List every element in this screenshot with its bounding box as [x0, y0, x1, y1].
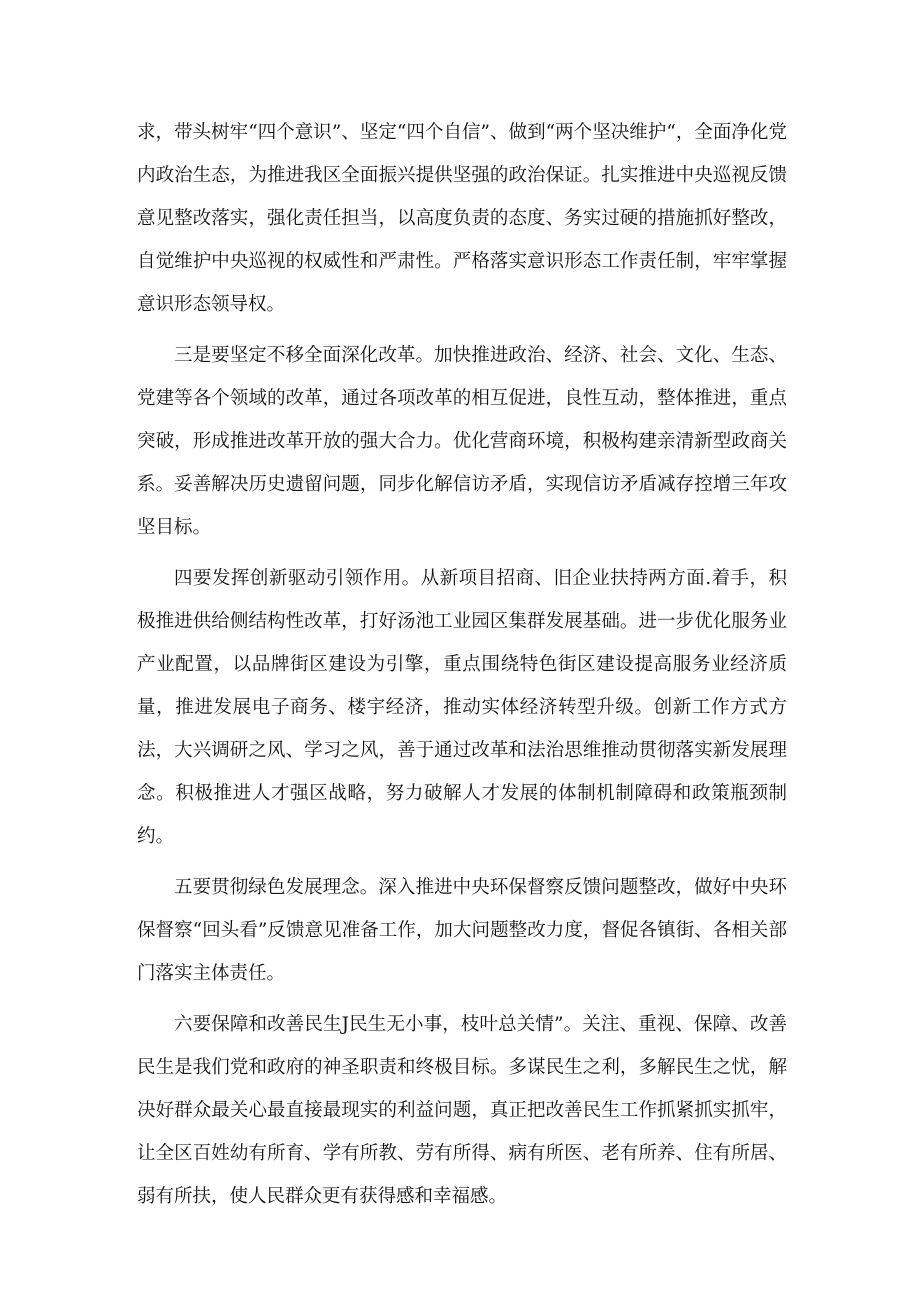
paragraph-reform: 三是要坚定不移全面深化改革。加快推进政治、经济、社会、文化、生态、党建等各个领域的改革，通过各项改革的相互促进，良性互动，整体推进，重点突破，形成推进改革开放的强大合力。优化营商环境，积极构建亲清新型政商关系。妥善解决历史遗留问题，同步化解信访矛盾，实现信访矛盾减存控增三年攻坚目标。 — [137, 345, 787, 538]
paragraph-livelihood: 六要保障和改善民生J民生无小事，枝叶总关情”。关注、重视、保障、改善民生是我们党和政府的神圣职责和终极目标。多谋民生之利，多解民生之忧，解决好群众最关心最直接最现实的利益问题，真正把改善民生工作抓紧抓实抓牢，让全区百姓幼有所育、学有所教、劳有所得、病有所医、老有所养、住有所居、弱有所扶，使人民群众更有获得感和幸福感。 — [137, 1014, 787, 1207]
document-body — [137, 111, 787, 1226]
paragraph-continuation: 求，带头树牢“四个意识”、坚定“四个自信”、做到“两个坚决维护“，全面净化党内政治生态，为推进我区全面振兴提供坚强的政治保证。扎实推进中央巡视反馈意见整改落实，强化责任担当，以高度负责的态度、务实过硬的措施抓好整改，自觉维护中央巡视的权威性和严肃性。严格落实意识形态工作责任制，牢牢掌握意识形态领导权。 — [137, 122, 787, 315]
paragraph-innovation: 四要发挥创新驱动引领作用。从新项目招商、旧企业扶持两方面.着手，积极推进供给侧结构性改革，打好汤池工业园区集群发展基础。进一步优化服务业产业配置，以品牌街区建设为引擎，重点围绕特色街区建设提高服务业经济质量，推进发展电子商务、楼宇经济，推动实体经济转型升级。创新工作方式方法，大兴调研之风、学习之风，善于通过改革和法治思维推动贯彻落实新发展理念。积极推进人才强区战略，努力破解人才发展的体制机制障碍和政策瓶颈制约。 — [137, 568, 787, 847]
paragraph-green-development: 五要贯彻绿色发展理念。深入推进中央环保督察反馈问题整改，做好中央环保督察“回头看”反馈意见准备工作，加大问题整改力度，督促各镇街、各相关部门落实主体责任。 — [137, 877, 787, 984]
